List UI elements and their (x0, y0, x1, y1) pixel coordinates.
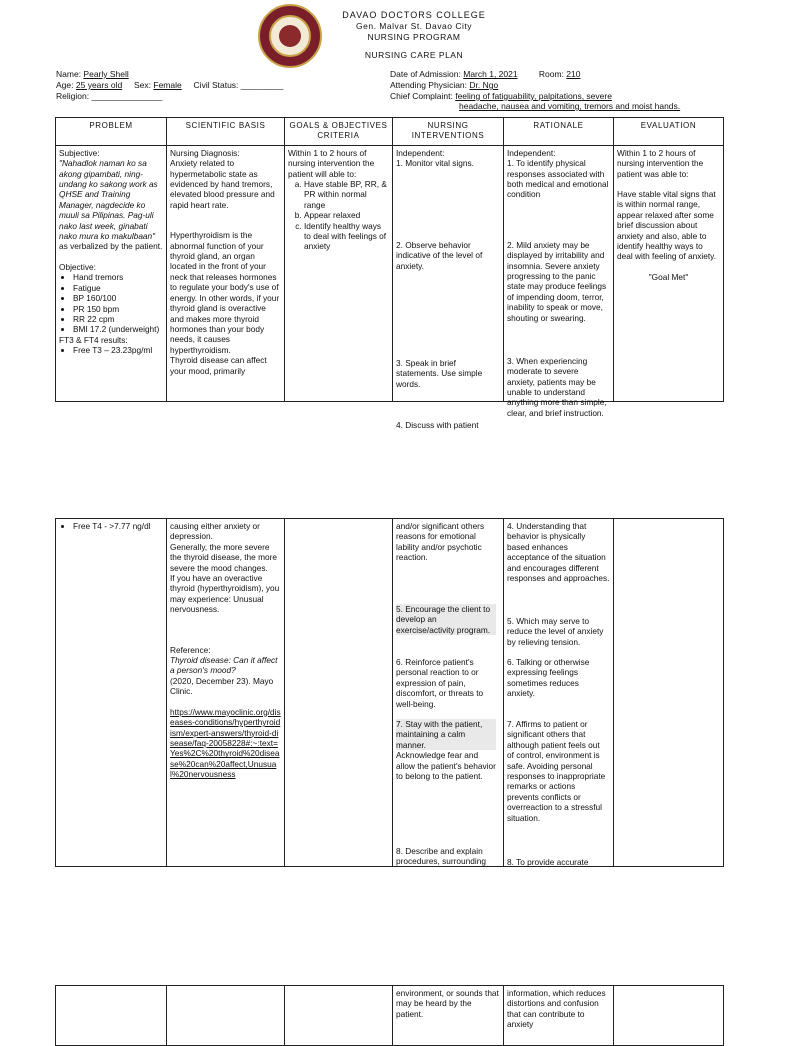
name-label: Name: (56, 69, 82, 79)
scientific-basis-cell (167, 145, 285, 401)
basis-paragraph: causing either anxiety or depression. (170, 521, 260, 542)
goal-met-status: "Goal Met" (648, 271, 689, 282)
intervention-8: 8. Describe and explain procedures, surrounding (396, 846, 486, 867)
sex-label: Sex: (134, 80, 152, 90)
rationale-8-continued: information, which reduces distortions and confusion that can contribute to anxiety (507, 988, 606, 1030)
religion-label: Religion: (56, 91, 90, 101)
list-item: • Hand tremors (73, 272, 163, 282)
care-plan-table-page-3 (55, 985, 724, 1046)
school-name: DAVAO DOCTORS COLLEGE (342, 10, 486, 20)
independent-label: Independent: (507, 147, 556, 158)
nursing-diagnosis: Anxiety related to hypermetabolic state as evidenced by hand tremors, elevated blood pressure and rapid heart rate. (170, 158, 275, 210)
col-header-interventions: NURSING INTERVENTIONS (393, 118, 504, 146)
evaluation-cell (614, 519, 724, 867)
goals-cell (285, 145, 393, 401)
complaint-label: Chief Complaint: (390, 91, 453, 101)
subjective-label: Subjective: (59, 147, 100, 158)
chief-complaint-continued (459, 101, 680, 111)
physician-name: Dr. Ngo (469, 80, 499, 90)
evaluation-cell (614, 986, 724, 1046)
list-item: • PR 150 bpm (73, 304, 163, 314)
reference-link[interactable]: https://www.mayoclinic.org/diseases-conditions/hyperthyroidism/expert-answers/thyroid-disease/faq-20058228#:~:text=Yes%2C%20thyroid%20disease%20can%20affect,Unusual%20nervousness (170, 706, 281, 780)
col-header-rationale: RATIONALE (504, 118, 614, 146)
goals-list (288, 179, 389, 252)
goals-cell (285, 986, 393, 1046)
list-item: c. Identify healthy ways to deal with feelings of anxiety (304, 221, 389, 252)
list-item: b. Appear relaxed (304, 210, 389, 220)
intervention-7 (396, 719, 496, 781)
religion-value: _______________ (91, 91, 163, 101)
rationale-cell (504, 986, 614, 1046)
basis-paragraph: If you have an overactive thyroid (hyperthyroidism), you may experience: Unusual nervousness. (170, 573, 280, 615)
problem-cell (56, 145, 167, 401)
list-item: • Fatigue (73, 283, 163, 293)
document-title: NURSING CARE PLAN (364, 50, 464, 60)
evaluation-intro: Within 1 to 2 hours of nursing intervention the patient was able to: (617, 147, 704, 179)
patient-sex: Female (153, 80, 182, 90)
table-header-row (56, 118, 724, 146)
rationale-cell (504, 145, 614, 418)
rationale-2: 2. Mild anxiety may be displayed by irritability and insomnia. Severe anxiety progressing to the panic state may produce feelings of impending doom, terror, inability to speak or move, shouting or swearing. (507, 239, 607, 323)
problem-cell (56, 519, 167, 867)
nursing-diagnosis-label: Nursing Diagnosis: (170, 147, 240, 158)
admission-date: March 1, 2021 (463, 69, 518, 79)
admission-field (390, 69, 580, 79)
intervention-7-part-a: 7. Stay with the patient, maintaining a calm manner. (396, 719, 496, 750)
goals-cell (285, 519, 393, 867)
intervention-7-part-b: Acknowledge fear and allow the patient's behavior to belong to the patient. (396, 750, 496, 782)
religion-field (56, 91, 162, 101)
list-item: • BP 160/100 (73, 293, 163, 303)
evaluation-cell (614, 145, 724, 401)
scientific-basis-cell (167, 519, 285, 867)
objective-label: Objective: (59, 261, 96, 272)
room-number: 210 (566, 69, 581, 79)
list-item: a. Have stable BP, RR, & PR within normal range (304, 179, 389, 210)
col-header-goals: GOALS & OBJECTIVES CRITERIA (285, 118, 393, 146)
complaint-line-2: headache, nausea and vomiting, tremors and moist hands. (459, 101, 681, 111)
basis-paragraph: Hyperthyroidism is the abnormal function of your thyroid gland, an organ located in the front of your neck that releases hormones to regulate your body's use of energy. In other words, if your thyroid gland is overactive and makes more thyroid hormones than your body needs, it causes hyperthyroidism. (170, 230, 280, 355)
evaluation-text: Have stable vital signs that is within normal range, appear relaxed after some brief discussion about anxiety and also, able to identify healthy ways to deal with feeling of anxiety. (617, 189, 717, 262)
rationale-7: 7. Affirms to patient or significant others that although patient feels out of control, environment is safe. Avoiding personal responses to inappropriate remarks or actions prevents conflicts or overreaction to a stressful situation. (507, 719, 606, 823)
patient-demographics (56, 80, 283, 90)
program-name: NURSING PROGRAM (367, 32, 461, 42)
list-item: • Free T3 – 23.23pg/ml (73, 345, 163, 355)
intervention-4-continued: and/or significant others reasons for emotional lability and/or psychotic reaction. (396, 521, 485, 563)
col-header-evaluation: EVALUATION (614, 118, 724, 146)
table-row (56, 986, 724, 1046)
physician-label: Attending Physician: (390, 80, 468, 90)
school-address: Gen. Malvar St. Davao City (356, 21, 472, 31)
intervention-5: 5. Encourage the client to develop an exercise/activity program. (396, 604, 496, 635)
subjective-quote-tail: as verbalized by the patient. (59, 241, 163, 252)
civil-status-label: Civil Status: (193, 80, 239, 90)
intervention-3: 3. Speak in brief statements. Use simple words. (396, 357, 483, 389)
subjective-quote: "Nahadlok naman ko sa akong gipambati, ning-undang ko sakong work as QHSE and Training Manager, nagdecide ko muuli sa Pilipinas. Pag-uli nako last week, ginabati nako mura ko makulbaan" (59, 158, 158, 242)
rationale-8: 8. To provide accurate (507, 857, 589, 867)
complaint-line-1: feeling of fatiguability, palpitations, severe (455, 91, 612, 101)
interventions-cell (393, 519, 504, 867)
reference-title: Thyroid disease: Can it affect a person's mood? (170, 655, 278, 676)
objective-list (59, 272, 163, 334)
ft-results-label: FT3 & FT4 results: (59, 334, 128, 345)
interventions-cell (393, 145, 504, 430)
rationale-1: 1. To identify physical responses associated with both medical and emotional condition (507, 158, 609, 200)
reference-label: Reference: (170, 644, 211, 655)
patient-name-field (56, 69, 129, 79)
intervention-4: 4. Discuss with patient (396, 419, 479, 430)
problem-cell (56, 986, 167, 1046)
patient-name: Pearly Shell (83, 69, 129, 79)
rationale-3: 3. When experiencing moderate to severe anxiety, patients may be unable to understand anything more than simple, clear, and brief instruction. (507, 355, 607, 418)
intervention-6: 6. Reinforce patient's personal reaction to or expression of pain, discomfort, or threats to well-being. (396, 657, 484, 709)
independent-label: Independent: (396, 147, 445, 158)
intervention-1: 1. Monitor vital signs. (396, 158, 474, 169)
rationale-6: 6. Talking or otherwise expressing feelings sometimes reduces anxiety. (507, 657, 590, 699)
basis-paragraph-2: Thyroid disease can affect your mood, primarily (170, 355, 267, 376)
goals-intro: Within 1 to 2 hours of nursing intervention the patient will able to: (288, 147, 375, 179)
rationale-cell (504, 519, 614, 867)
age-label: Age: (56, 80, 74, 90)
chief-complaint-field (390, 91, 612, 101)
table-row (56, 519, 724, 867)
interventions-cell (393, 986, 504, 1046)
room-label: Room: (538, 69, 564, 79)
civil-status-value: _________ (240, 80, 284, 90)
table-row (56, 145, 724, 401)
list-item: • BMI 17.2 (underweight) (73, 324, 163, 334)
admission-label: Date of Admission: (390, 69, 461, 79)
list-item: • RR 22 cpm (73, 314, 163, 324)
intervention-8-continued: environment, or sounds that may be heard by the patient. (396, 988, 499, 1019)
list-item: • Free T4 - >7.77 ng/dl (73, 521, 163, 531)
reference-date: (2020, December 23). Mayo Clinic. (170, 675, 274, 697)
rationale-4: 4. Understanding that behavior is physically based enhances acceptance of the situation and encourages different responses and approaches. (507, 521, 610, 584)
col-header-problem: PROBLEM (56, 118, 167, 146)
rationale-5: 5. Which may serve to reduce the level of anxiety by relieving tension. (507, 616, 604, 647)
intervention-2: 2. Observe behavior indicative of the level of anxiety. (396, 239, 483, 271)
basis-paragraph: Generally, the more severe the thyroid disease, the more severe the mood changes. (170, 541, 277, 573)
col-header-scientific-basis: SCIENTIFIC BASIS (167, 118, 285, 146)
care-plan-table-page-1 (55, 117, 724, 430)
physician-field (390, 80, 498, 90)
patient-age: 25 years old (75, 80, 123, 90)
scientific-basis-cell (167, 986, 285, 1046)
care-plan-table-page-2 (55, 518, 724, 867)
